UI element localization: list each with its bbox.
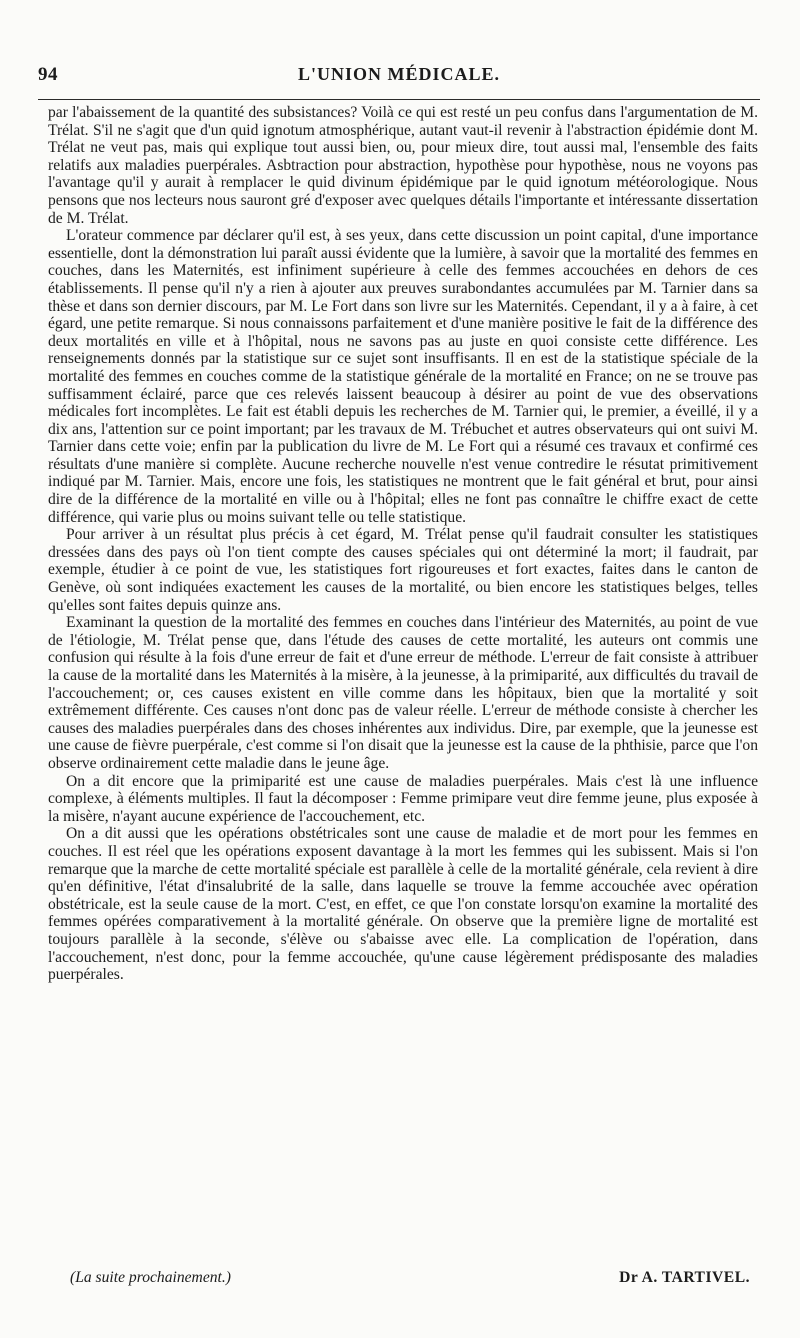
- header-rule: [38, 99, 760, 100]
- paragraph: On a dit encore que la primiparité est une cause de maladies puerpérales. Mais c'est là une influence complexe, à éléments multiples. Il faut la décomposer : Femme primipare veut dire femme jeune, plus exposée à la misère, n'ayant aucune expérience de l'accouchement, etc.: [48, 772, 758, 825]
- article-footer: [70, 1269, 750, 1291]
- author-signature: Dr A. TARTIVEL.: [619, 1269, 750, 1286]
- paragraph: On a dit aussi que les opérations obstétricales sont une cause de maladie et de mort pour les femmes en couches. Il est réel que les opérations exposent davantage à la mort les femmes qui les subissent. Mais si l'on remarque que la marche de cette mortalité spéciale est parallèle à celle de la mortalité générale, cela revient à dire qu'en définitive, l'état d'insalubrité de la salle, dans laquelle se trouve la femme accouchée avec opération obstétricale, est la seule cause de la mort. C'est, en effet, ce que l'on constate lorsqu'on examine la mortalité des femmes opérées comparativement à la mortalité générale. On observe que la première ligne de mortalité est toujours parallèle à la seconde, s'élève ou s'abaisse avec elle. La complication de l'opération, dans l'accouchement, n'est donc, pour la femme accouchée, qu'une cause légèrement prédisposante des maladies puerpérales.: [48, 825, 758, 984]
- paragraph: L'orateur commence par déclarer qu'il est, à ses yeux, dans cette discussion un point capital, d'une importance essentielle, dont la démonstration lui paraît aussi évidente que la lumière, à savoir que la mortalité des femmes en couches, dans les Maternités, est infiniment supérieure à celle des femmes accouchées en dehors de ces établissements. Il pense qu'il n'y a rien à ajouter aux preuves surabondantes accumulées par M. Tarnier dans sa thèse et dans son dernier discours, par M. Le Fort dans son livre sur les Maternités. Cependant, il y a à faire, à cet égard, une petite remarque. Si nous connaissons parfaitement et d'une manière positive le fait de la différence des deux mortalités en ville et à l'hôpital, nous ne savons pas au juste en quoi consiste cette différence. Les renseignements donnés par la statistique sur ce sujet sont insuffisants. Il en est de la statistique spéciale de la mortalité des femmes en couches comme de la statistique générale de la mortalité en France; on ne se trouve pas suffisamment éclairé, parce que ces relevés laissent beaucoup à désirer au point de vue des observations médicales fort incomplètes. Le fait est établi depuis les recherches de M. Tarnier qui, le premier, a éveillé, il y a dix ans, l'attention sur ce point important; par les travaux de M. Trébuchet et autres observateurs qui ont suivi M. Tarnier dans cette voie; enfin par la publication du livre de M. Le Fort qui a résumé ces travaux et confirmé ces résultats d'une manière si complète. Aucune recherche nouvelle n'est venue contredire le résutat primitivement indiqué par M. Tarnier. Mais, encore une fois, les statistiques ne montrent que le fait général et brut, pour ainsi dire de la différence de la mortalité en ville ou à l'hôpital; elles ne font pas connaître le chiffre exact de cette différence, qui varie plus ou moins suivant telle ou telle statistique.: [48, 227, 758, 526]
- paragraph: par l'abaissement de la quantité des subsistances? Voilà ce qui est resté un peu confus dans l'argumentation de M. Trélat. S'il ne s'agit que d'un quid ignotum atmosphérique, autant vaut-il revenir à l'abstraction épidémie dont M. Trélat ne veut pas, mais qui explique tout aussi bien, ou, pour mieux dire, tout aussi mal, l'ensemble des faits relatifs aux maladies puerpérales. Asbtraction pour abstraction, hypothèse pour hypothèse, nous ne voyons pas l'avantage qu'il y aurait à remplacer le quid divinum épidémique par le quid ignotum météorologique. Nous pensons que nos lecteurs nous sauront gré d'exposer avec quelques détails l'importante et intéressante dissertation de M. Trélat.: [48, 104, 758, 227]
- paragraph: Examinant la question de la mortalité des femmes en couches dans l'intérieur des Maternités, au point de vue de l'étiologie, M. Trélat pense que, dans l'étude des causes de cette mortalité, les auteurs ont commis une confusion qui résulte à la fois d'une erreur de fait et d'une erreur de méthode. L'erreur de fait consiste à attribuer la cause de la mortalité dans les Maternités à la misère, à la jeunesse, à la primiparité, aux difficultés du travail de l'accouchement; or, ces causes existent en ville comme dans les hôpitaux, bien que la mortalité y soit extrêmement différente. Ces causes n'ont donc pas de valeur réelle. L'erreur de méthode consiste à chercher les causes des maladies puerpérales dans des choses inhérentes aux individus. Dire, par exemple, que la jeunesse est une cause de fièvre puerpérale, c'est comme si l'on disait que la jeunesse est la cause de la phthisie, parce que l'on observe ordinairement cette maladie dans le jeune âge.: [48, 614, 758, 772]
- page-number: 94: [38, 64, 58, 85]
- continued-note: (La suite prochainement.): [70, 1269, 231, 1286]
- article-body: [48, 104, 758, 984]
- page-header: [38, 64, 760, 92]
- running-title: L'UNION MÉDICALE.: [297, 64, 501, 84]
- paragraph: Pour arriver à un résultat plus précis à cet égard, M. Trélat pense qu'il faudrait consulter les statistiques dressées dans des pays où l'on tient compte des causes spéciales qui ont déterminé la mort; il faudrait, par exemple, étudier à ce point de vue, les statistiques fort rigoureuses et fort exactes, faites dans le canton de Genève, où sont indiquées exactement les causes de la mortalité, ou bien encore les statistiques belges, telles qu'elles sont faites depuis quinze ans.: [48, 526, 758, 614]
